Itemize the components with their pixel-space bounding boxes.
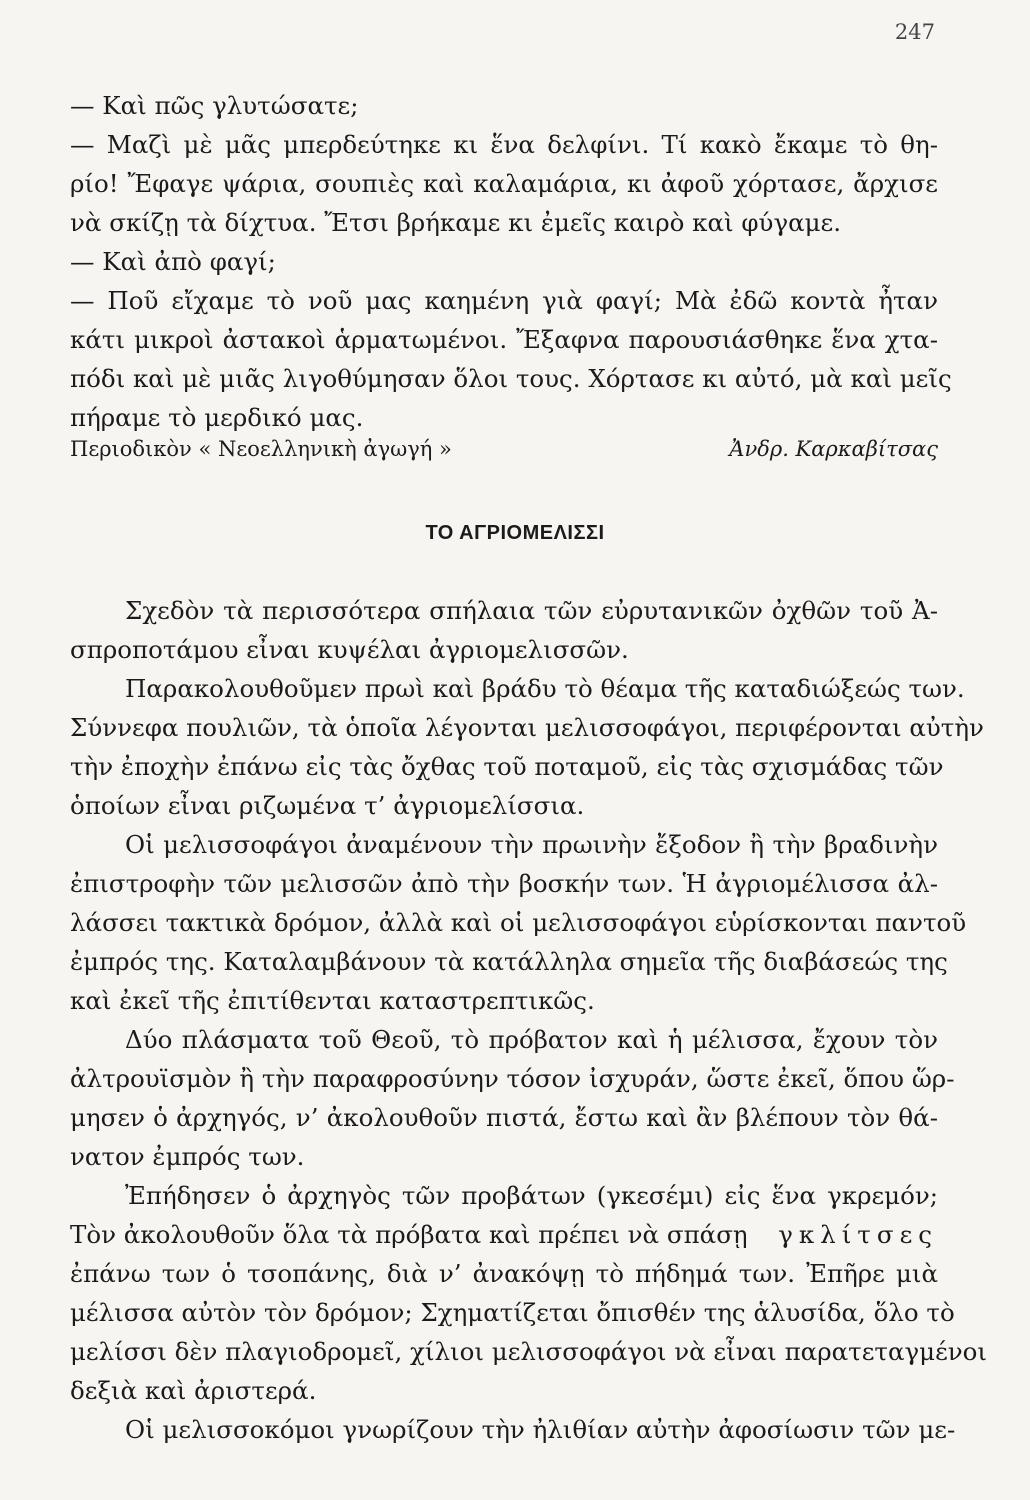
article-line: ἐπάνω των ὁ τσοπάνης, διὰ ν’ ἀνακόψῃ τὸ πήδημά των. Ἐπῆρε μιὰ: [70, 1259, 938, 1288]
source-publication: Περιοδικὸν « Νεοελληνικὴ ἀγωγή »: [70, 437, 452, 461]
dialogue-line: πόδι καὶ μὲ μιᾶς λιγοθύμησαν ὅλοι τους. Χόρτασε κι αὐτό, μὰ καὶ μεῖς: [70, 364, 952, 393]
dialogue-line: — Ποῦ εἴχαμε τὸ νοῦ μας καημένη γιὰ φαγί; Μὰ ἐδῶ κοντὰ ἦταν: [70, 286, 938, 315]
dialogue-line: νὰ σκίζῃ τὰ δίχτυα. Ἔτσι βρήκαμε κι ἐμεῖς καιρὸ καὶ φύγαμε.: [70, 208, 842, 237]
article-line: μησεν ὁ ἀρχηγός, ν’ ἀκολουθοῦν πιστά, ἔστω καὶ ἂν βλέπουν τὸν θά-: [70, 1103, 938, 1132]
article-line: ἀλτρουϊσμὸν ἢ τὴν παραφροσύνην τόσον ἰσχυράν, ὥστε ἐκεῖ, ὅπου ὥρ-: [70, 1064, 955, 1093]
article-line: Σχεδὸν τὰ περισσότερα σπήλαια τῶν εὐρυτανικῶν ὀχθῶν τοῦ Ἀ-: [125, 596, 938, 625]
article-line: ἐμπρός της. Καταλαμβάνουν τὰ κατάλληλα σημεῖα τῆς διαβάσεώς της: [70, 947, 948, 976]
source-author: Ἀνδρ. Καρκαβίτσας: [729, 437, 938, 461]
article-line: Οἱ μελισσοφάγοι ἀναμένουν τὴν πρωινὴν ἔξοδον ἢ τὴν βραδινὴν: [125, 830, 938, 859]
dialogue-line: κάτι μικροὶ ἀστακοὶ ἁρματωμένοι. Ἔξαφνα παρουσιάσθηκε ἕνα χτα-: [70, 325, 938, 354]
dialogue-line: — Καὶ πῶς γλυτώσατε;: [70, 91, 359, 120]
article-line: δεξιὰ καὶ ἀριστερά.: [70, 1376, 317, 1405]
article-line: [70, 1221, 938, 1249]
article-line: σπροποτάμου εἶναι κυψέλαι ἀγριομελισσῶν.: [70, 635, 629, 664]
dialogue-line: — Καὶ ἀπὸ φαγί;: [70, 247, 276, 276]
article-line: λάσσει τακτικὰ δρόμον, ἀλλὰ καὶ οἱ μελισσοφάγοι εὑρίσκονται παντοῦ: [70, 908, 967, 937]
article-line: Ἐπήδησεν ὁ ἀρχηγὸς τῶν προβάτων (γκεσέμι) εἰς ἕνα γκρεμόν;: [125, 1181, 938, 1210]
article-line: Παρακολουθοῦμεν πρωὶ καὶ βράδυ τὸ θέαμα τῆς καταδιώξεώς των.: [125, 674, 965, 703]
dialogue-line: — Μαζὶ μὲ μᾶς μπερδεύτηκε κι ἕνα δελφίνι. Τί κακὸ ἔκαμε τὸ θη-: [70, 130, 938, 159]
article-line: Οἱ μελισσοκόμοι γνωρίζουν τὴν ἠλιθίαν αὐτὴν ἀφοσίωσιν τῶν με-: [125, 1415, 956, 1444]
article-line: Δύο πλάσματα τοῦ Θεοῦ, τὸ πρόβατον καὶ ἡ μέλισσα, ἔχουν τὸν: [125, 1025, 938, 1054]
page-number: 247: [894, 20, 935, 44]
article-line: Σύννεφα πουλιῶν, τὰ ὁποῖα λέγονται μελισσοφάγοι, περιφέρονται αὐτὴν: [70, 713, 984, 742]
dialogue-line: ρίο! Ἔφαγε ψάρια, σουπιὲς καὶ καλαμάρια, κι ἀφοῦ χόρτασε, ἄρχισε: [70, 169, 938, 198]
dialogue-line: πήραμε τὸ μερδικό μας.: [70, 403, 364, 432]
article-line: ὁποίων εἶναι ριζωμένα τ’ ἀγριομελίσσια.: [70, 791, 585, 820]
article-line-text: Τὸν ἀκολουθοῦν ὅλα τὰ πρόβατα καὶ πρέπει νὰ σπάσῃ: [70, 1220, 748, 1249]
article-line: ἐπιστροφὴν τῶν μελισσῶν ἀπὸ τὴν βοσκήν των. Ἡ ἀγριομέλισσα ἀλ-: [70, 869, 938, 898]
article-line: καὶ ἐκεῖ τῆς ἐπιτίθενται καταστρεπτικῶς.: [70, 986, 595, 1015]
article-line: νατον ἐμπρός των.: [70, 1142, 305, 1171]
article-title: ΤΟ ΑΓΡΙΟΜΕΛΙΣΣΙ: [425, 522, 605, 544]
article-line: μέλισσα αὐτὸν τὸν δρόμον; Σχηματίζεται ὄπισθέν της ἁλυσίδα, ὅλο τὸ: [70, 1298, 955, 1327]
article-line: τὴν ἐποχὴν ἐπάνω εἰς τὰς ὄχθας τοῦ ποταμοῦ, εἰς τὰς σχισμάδας τῶν: [70, 752, 944, 781]
article-line: μελίσσι δὲν πλαγιοδρομεῖ, χίλιοι μελισσοφάγοι νὰ εἶναι παρατεταγμένοι: [70, 1337, 988, 1366]
emphasized-word: γκλίτσες: [778, 1220, 938, 1249]
